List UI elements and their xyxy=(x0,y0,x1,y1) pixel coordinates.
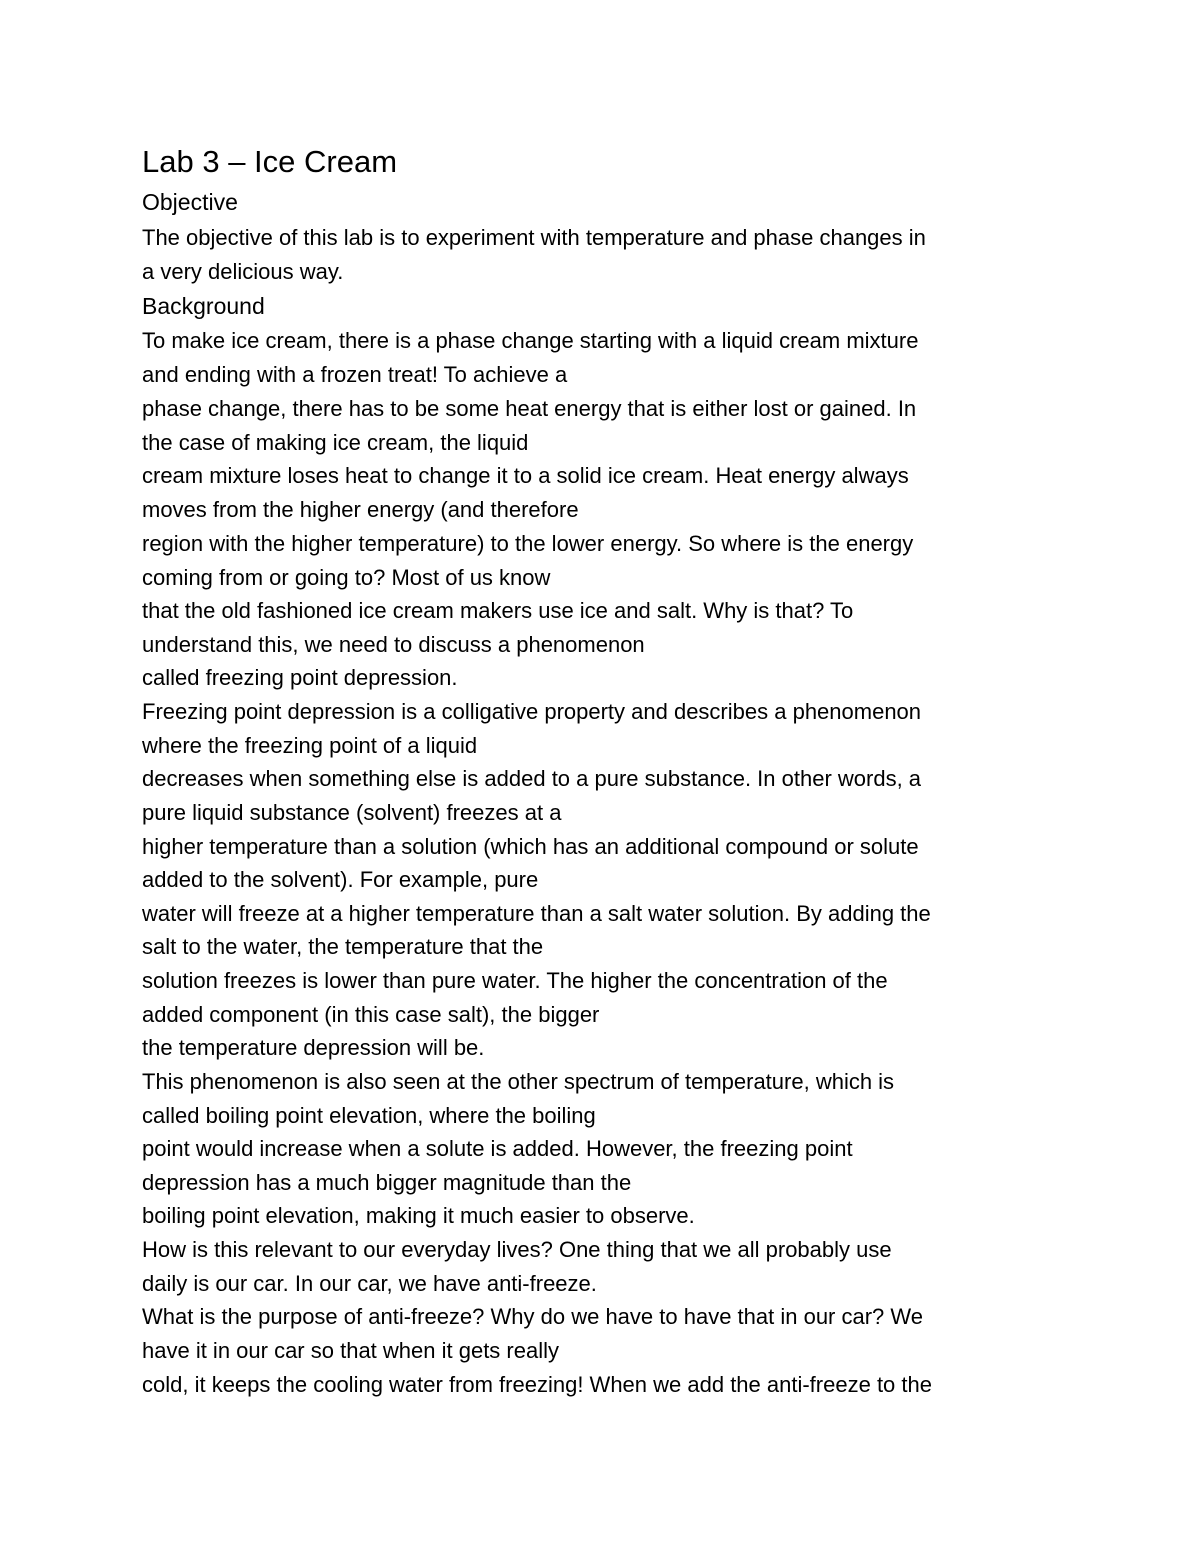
background-line: What is the purpose of anti-freeze? Why do we have to have that in our car? We xyxy=(142,1304,924,1329)
background-line: solution freezes is lower than pure water. The higher the concentration of the xyxy=(142,968,888,993)
background-line: coming from or going to? Most of us know xyxy=(142,565,551,590)
objective-line: The objective of this lab is to experiment with temperature and phase changes in xyxy=(142,225,926,250)
background-line: pure liquid substance (solvent) freezes at a xyxy=(142,800,562,825)
background-line: decreases when something else is added to a pure substance. In other words, a xyxy=(142,766,922,791)
background-line: daily is our car. In our car, we have anti-freeze. xyxy=(142,1271,597,1296)
background-line: water will freeze at a higher temperature than a salt water solution. By adding the xyxy=(142,901,931,926)
background-line: where the freezing point of a liquid xyxy=(142,733,478,758)
background-line: the temperature depression will be. xyxy=(142,1035,485,1060)
background-line: that the old fashioned ice cream makers use ice and salt. Why is that? To xyxy=(142,598,854,623)
background-line: cream mixture loses heat to change it to a solid ice cream. Heat energy always xyxy=(142,463,909,488)
background-line: This phenomenon is also seen at the other spectrum of temperature, which is xyxy=(142,1069,895,1094)
background-line: How is this relevant to our everyday lives? One thing that we all probably use xyxy=(142,1237,892,1262)
background-line: boiling point elevation, making it much easier to observe. xyxy=(142,1203,695,1228)
background-line: added to the solvent). For example, pure xyxy=(142,867,539,892)
background-line: depression has a much bigger magnitude than the xyxy=(142,1170,632,1195)
background-line: region with the higher temperature) to the lower energy. So where is the energy xyxy=(142,531,914,556)
background-line: Freezing point depression is a colligative property and describes a phenomenon xyxy=(142,699,922,724)
background-line: understand this, we need to discuss a phenomenon xyxy=(142,632,645,657)
background-line: phase change, there has to be some heat energy that is either lost or gained. In xyxy=(142,396,917,421)
objective-line: a very delicious way. xyxy=(142,259,344,284)
background-line: moves from the higher energy (and therefore xyxy=(142,497,579,522)
objective-heading: Objective xyxy=(142,189,238,215)
background-line: called freezing point depression. xyxy=(142,665,458,690)
background-line: higher temperature than a solution (which has an additional compound or solute xyxy=(142,834,919,859)
document-title: Lab 3 – Ice Cream xyxy=(142,144,398,179)
background-line: cold, it keeps the cooling water from freezing! When we add the anti-freeze to the xyxy=(142,1372,932,1397)
background-line: have it in our car so that when it gets really xyxy=(142,1338,559,1363)
background-heading: Background xyxy=(142,293,265,319)
background-line: salt to the water, the temperature that the xyxy=(142,934,544,959)
background-line: the case of making ice cream, the liquid xyxy=(142,430,529,455)
background-line: To make ice cream, there is a phase change starting with a liquid cream mixture xyxy=(142,328,919,353)
background-line: point would increase when a solute is added. However, the freezing point xyxy=(142,1136,853,1161)
background-line: added component (in this case salt), the bigger xyxy=(142,1002,600,1027)
background-line: and ending with a frozen treat! To achieve a xyxy=(142,362,568,387)
background-line: called boiling point elevation, where the boiling xyxy=(142,1103,596,1128)
